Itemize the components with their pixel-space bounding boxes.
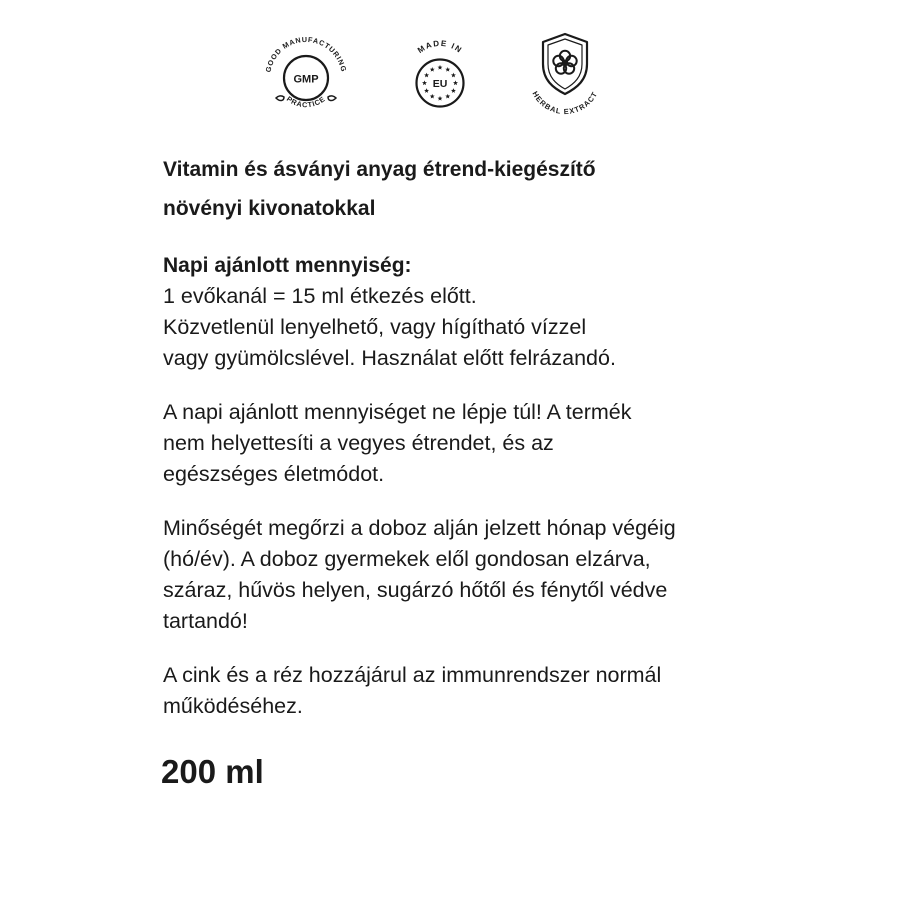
gmp-ring-top-text: GOOD MANUFACTURING <box>263 34 349 74</box>
eu-star-icon <box>451 73 456 78</box>
product-headline <box>163 150 753 228</box>
label-text-content <box>163 150 753 792</box>
svg-text:MADE IN <box>416 39 464 55</box>
dosage-text <box>163 281 753 374</box>
immune-claim-paragraph <box>163 660 753 722</box>
eu-center-text: EU <box>432 78 448 90</box>
eu-star-icon <box>445 94 450 99</box>
made-in-eu-seal-icon <box>390 28 490 128</box>
eu-ring-top-text: MADE IN <box>415 38 465 56</box>
storage-line-1: Minőségét megőrzi a doboz alján jelzett hónap végéig <box>163 516 676 540</box>
storage-line-3: száraz, hűvös helyen, sugárzó hőtől és fénytől védve <box>163 578 668 602</box>
svg-text:PRACTICE <box>285 94 327 109</box>
eu-star-icon <box>451 88 456 93</box>
eu-star-icon <box>424 73 429 78</box>
dosage-line-1: 1 evőkanál = 15 ml étkezés előtt. <box>163 284 477 308</box>
certification-badges <box>0 28 900 138</box>
eu-star-icon <box>445 67 450 72</box>
eu-star-icon <box>430 94 435 99</box>
eu-star-icon <box>453 80 458 85</box>
storage-line-2: (hó/év). A doboz gyermekek elől gondosan elzárva, <box>163 547 651 571</box>
svg-text:GOOD MANUFACTURING <box>263 35 348 73</box>
warning-line-1: A napi ajánlott mennyiséget ne lépje túl! A termék <box>163 400 632 424</box>
eu-star-icon <box>424 88 429 93</box>
volume-value: 200 ml <box>161 753 264 790</box>
eu-star-icon <box>438 96 443 101</box>
dosage-line-2: Közvetlenül lenyelhető, vagy hígítható vízzel <box>163 315 587 339</box>
dosage-section <box>163 250 753 374</box>
gmp-ring-bottom-text: PRACTICE <box>284 94 328 110</box>
dosage-label: Napi ajánlott mennyiség: <box>163 254 412 277</box>
herbal-ring-text: HERBAL EXTRACT <box>530 89 600 117</box>
headline-line-1: Vitamin és ásványi anyag étrend-kiegészítő <box>163 158 596 181</box>
eu-star-icon <box>430 67 435 72</box>
warning-line-3: egészséges életmódot. <box>163 462 385 486</box>
gmp-seal-icon <box>256 28 356 128</box>
warning-line-2: nem helyettesíti a vegyes étrendet, és az <box>163 431 554 455</box>
eu-star-icon <box>438 65 443 70</box>
claim-line-1: A cink és a réz hozzájárul az immunrendszer normál <box>163 663 662 687</box>
storage-line-4: tartandó! <box>163 609 248 633</box>
headline-line-2: növényi kivonatokkal <box>163 197 376 220</box>
dosage-line-3: vagy gyümölcslével. Használat előtt felrázandó. <box>163 346 616 370</box>
herbal-extract-shield-icon <box>515 28 615 128</box>
gmp-center-text: GMP <box>293 73 319 86</box>
storage-paragraph <box>163 513 753 637</box>
eu-star-icon <box>422 80 427 85</box>
warning-paragraph <box>163 397 753 490</box>
claim-line-2: működéséhez. <box>163 694 303 718</box>
